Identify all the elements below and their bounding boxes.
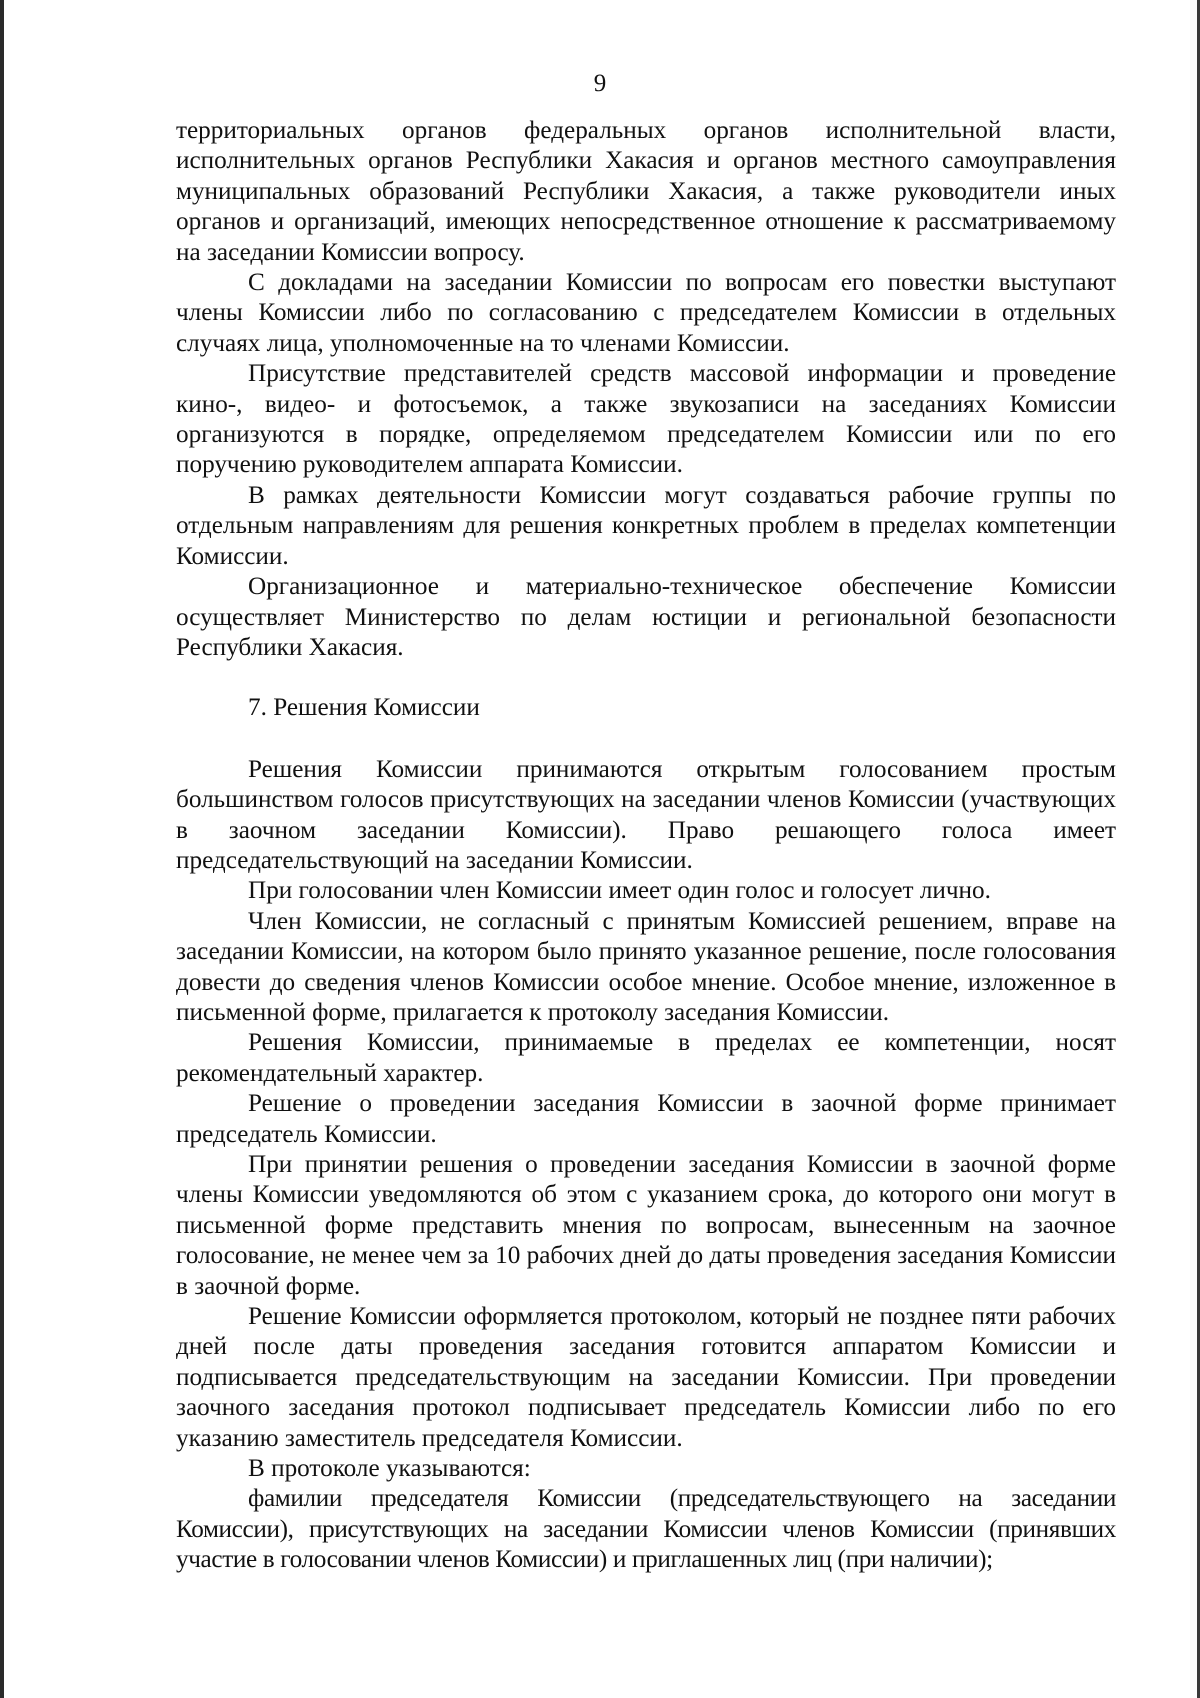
paragraph: С докладами на заседании Комиссии по вопросам его повестки выступают члены Комиссии либо по согласованию с председателем Комиссии в отдельных случаях лица, уполномоченные на то членами Комиссии.	[176, 269, 1116, 357]
paragraph: Организационное и материально-техническое обеспечение Комиссии осуществляет Министерство по делам юстиции и региональной безопасности Республики Хакасия.	[176, 573, 1116, 661]
paragraph: В протоколе указываются:	[248, 1455, 531, 1483]
paragraph: Решение Комиссии оформляется протоколом, который не позднее пяти рабочих дней после даты проведения заседания готовится аппаратом Комиссии и подписывается председательствующим на заседании Комиссии. При проведении заочного заседания протокол подписывает председатель Комиссии либо по его указанию заместитель председателя Комиссии.	[176, 1303, 1116, 1452]
paragraph: Член Комиссии, не согласный с принятым Комиссией решением, вправе на заседании Комиссии, на котором было принято указанное решение, после голосования довести до сведения членов Комиссии особое мнение. Особое мнение, изложенное в письменной форме, прилагается к протоколу заседания Комиссии.	[176, 907, 1116, 1026]
paragraph: фамилии председателя Комиссии (председательствующего на заседании Комиссии), присутствующих на заседании Комиссии членов Комиссии (принявших участие в голосовании членов Комиссии) и приглашенных лиц (при наличии);	[176, 1485, 1116, 1574]
paragraph: Решение о проведении заседания Комиссии в заочной форме принимает председатель Комиссии.	[176, 1090, 1116, 1148]
paragraph: Присутствие представителей средств массовой информации и проведение кино-, видео- и фотосъемок, а также звукозаписи на заседаниях Комиссии организуются в порядке, определяемом председателем Комиссии или по его поручению руководителем аппарата Комиссии.	[176, 360, 1116, 479]
paragraph: Решения Комиссии, принимаемые в пределах ее компетенции, носят рекомендательный характер.	[176, 1029, 1116, 1087]
page-number: 9	[593, 70, 607, 97]
paragraph: В рамках деятельности Комиссии могут создаваться рабочие группы по отдельным направлениям для решения конкретных проблем в пределах компетенции Комиссии.	[176, 481, 1116, 570]
paragraph: При голосовании член Комиссии имеет один голос и голосует лично.	[248, 877, 991, 905]
paragraph: территориальных органов федеральных органов исполнительной власти, исполнительных органов Республики Хакасия и органов местного самоуправления муниципальных образований Республики Хакасия, а также руководители иных органов и организаций, имеющих непосредственное отношение к рассматриваемому на заседании Комиссии вопросу.	[176, 117, 1116, 266]
paragraph: При принятии решения о проведении заседания Комиссии в заочной форме члены Комиссии уведомляются об этом с указанием срока, до которого они могут в письменной форме представить мнения по вопросам, вынесенным на заочное голосование, не менее чем за 10 рабочих дней до даты проведения заседания Комиссии в заочной форме.	[176, 1151, 1116, 1300]
scan-edge-left	[0, 0, 4, 1698]
document-body	[176, 116, 1116, 1576]
section-heading: 7. Решения Комиссии	[248, 694, 480, 722]
paragraph: Решения Комиссии принимаются открытым голосованием простым большинством голосов присутствующих на заседании членов Комиссии (участвующих в заочном заседании Комиссии). Право решающего голоса имеет председательствующий на заседании Комиссии.	[176, 755, 1116, 874]
